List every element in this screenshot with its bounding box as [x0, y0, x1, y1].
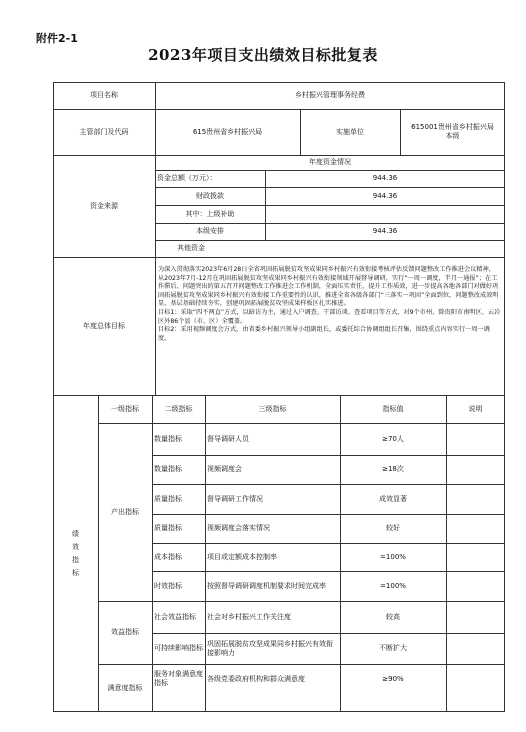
row-l3: 项目或定额成本控制率	[207, 552, 277, 561]
funds-total-label: 资金总额（万元）：	[157, 174, 217, 182]
row-value: 不断扩大	[379, 644, 407, 652]
group-output: 产出指标	[111, 507, 139, 516]
row-l2: 时效指标	[154, 581, 182, 590]
row-value: ≥70人	[382, 434, 404, 443]
row-l2: 成本指标	[154, 552, 182, 561]
funds-total-value: 944.36	[372, 174, 398, 182]
row-l2: 数量指标	[154, 434, 182, 443]
header-level3: 三级指标	[258, 404, 287, 413]
row-l3: 社会对乡村振兴工作关注度	[207, 612, 291, 621]
row-l3: 视频调度会落实情况	[207, 524, 270, 532]
project-name-label: 项目名称	[90, 91, 118, 99]
row-l3: 视频调度会	[207, 465, 242, 473]
row-l2: 质量指标	[154, 494, 182, 503]
funds-fiscal-label: 财政拨款	[196, 191, 224, 200]
row-l3: 督导调研人员	[207, 434, 249, 443]
funds-local-value: 944.36	[372, 227, 398, 235]
funds-upper-value	[265, 205, 505, 223]
row-l3: 巩固拓展脱贫攻坚成果同乡村振兴有效衔接影响力	[207, 639, 333, 657]
row-l2: 数量指标	[154, 465, 182, 473]
header-value: 指标值	[382, 404, 404, 413]
impl-unit-label: 实施单位	[336, 127, 364, 136]
header-level1: 一级指标	[111, 404, 139, 413]
annual-goal-label: 年度总体目标	[83, 321, 125, 330]
row-value: ≥90%	[382, 674, 404, 683]
group-benefit: 效益指标	[111, 628, 139, 636]
row-l3: 督导调研工作情况	[207, 494, 263, 503]
row-l3: 各级党委政府机构和群众满意度	[207, 674, 305, 683]
annual-goal-text: 为深入贯彻落实2023年6月28日全省巩固拓展脱贫攻坚成果同乡村振兴有效衔接考核评估反馈问题整改工作推进会议精神，从2023年7月-12月在巩固拓展脱贫攻坚成果同乡村振兴有效衔接领域开展督导调研，实行“一周一调度，半月一通报”；在工作滞后、问题突出的第五召开问题整改工作推进会工作机制，全面压实责任，提升工作质效，进一步提高各地各部门对做好巩固拓展脱贫攻坚成果同乡村振兴有效衔接工作重要性的认识，推进全省各级各部门“三落实一巩固”全面到位，问题整改成效明显，基层基础持续夯实，创建巩固拓展脱贫攻坚成果样板区扎实推进。 目标1：采取“四不两直”方式，以暗访为主，通过入户调查、干部访谈、查看项目等方式，对9个市州、除贵阳市南明区、云岩区外86个县（市、区）全覆盖。 目标2：采用视频调度会方式，由省委乡村振兴领导小组副组长，或委托综合协调组组长召集，围绕重点内容实行一周一调度。	[158, 266, 501, 342]
row-l2: 可持续影响指标	[154, 644, 203, 652]
funds-local-label: 本级安排	[196, 227, 224, 235]
row-value: =100%	[380, 552, 406, 561]
project-name-value: 乡村振兴管理事务经费	[295, 91, 365, 99]
funds-upper-label: 其中：上级补助	[185, 209, 235, 218]
row-value: 成效显著	[379, 494, 407, 503]
group-satisfaction: 满意度指标	[107, 683, 143, 692]
department-label: 主管部门及代码	[79, 127, 129, 136]
attachment-label: 附件2-1	[36, 32, 78, 45]
row-l2: 质量指标	[154, 524, 182, 532]
page-title: 2023年项目支出绩效目标批复表	[148, 46, 378, 64]
header-level2: 二级指标	[164, 404, 193, 413]
row-l3: 按照督导调研调度机制要求时间完成率	[207, 581, 326, 590]
funds-header: 年度资金情况	[309, 158, 351, 166]
header-note: 说明	[468, 404, 483, 413]
department-value: 615贵州省乡村振兴局	[192, 127, 263, 136]
funds-other-value	[265, 240, 505, 257]
row-l2: 服务对象满意度指标	[154, 670, 203, 687]
row-value: ≥18次	[382, 465, 404, 473]
row-value: 较好	[386, 524, 400, 532]
impl-unit-value: 615001贵州省乡村振兴局本级	[411, 123, 494, 140]
funds-fiscal-value: 944.36	[372, 191, 398, 200]
row-l2: 社会效益指标	[154, 612, 196, 621]
funds-other-label: 其他资金	[177, 244, 205, 252]
funds-label: 资金来源	[90, 201, 118, 210]
perf-label: 绩效指标	[72, 529, 79, 577]
row-value: 较高	[386, 612, 400, 621]
row-value: =100%	[380, 581, 406, 590]
